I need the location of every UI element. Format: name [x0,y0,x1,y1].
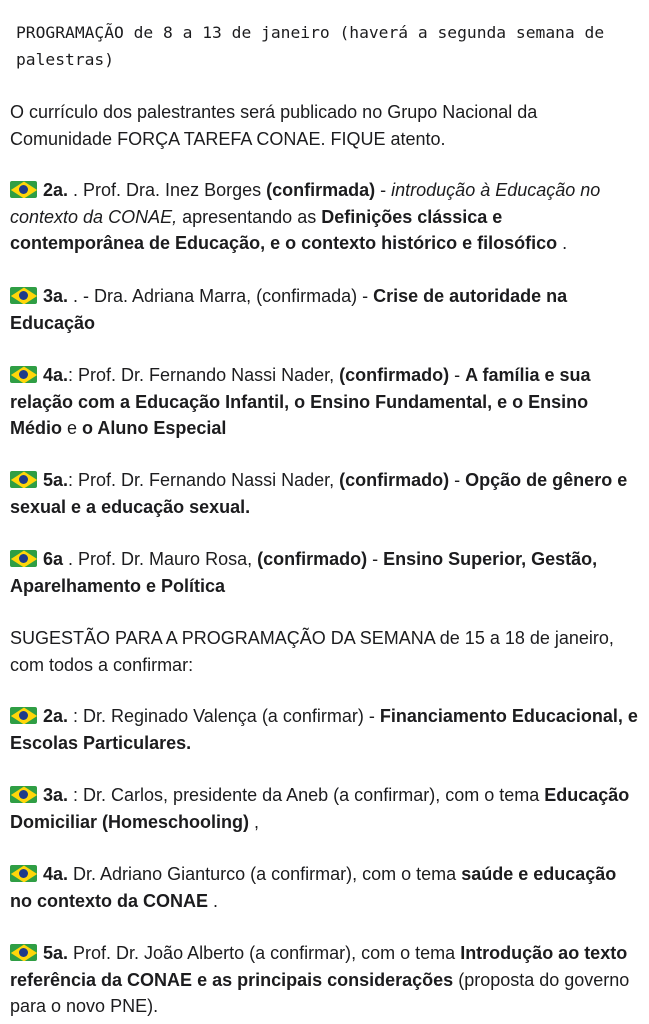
intro-text: O currículo dos palestrantes será publicado no Grupo Nacional da Comunidade FORÇA TAREFA CONAE. FIQUE atento. [10,102,538,149]
suggestion-item-3a: 3a. : Dr. Carlos, presidente da Aneb (a confirmar), com o tema Educação Domiciliar (Homeschooling) , [10,785,630,832]
day-label: 5a. [43,943,69,963]
brazil-flag-icon [10,786,37,803]
suggestion-item-4a: 4a. Dr. Adriano Gianturco (a confirmar), com o tema saúde e educação no contexto da CONAE . [10,864,617,911]
brazil-flag-icon [10,366,37,383]
brazil-flag-icon [10,471,37,488]
brazil-flag-icon [10,944,37,961]
status-label: (confirmado) [257,549,368,569]
day-label: 4a. [43,365,69,385]
topic-bold: saúde e educação no contexto da CONAE [10,864,617,911]
suggestion-item-2a: 2a. : Dr. Reginado Valença (a confirmar) - Financiamento Educacional, e Escolas Particulares. [10,706,638,753]
schedule-item-4a: 4a.: Prof. Dr. Fernando Nassi Nader, (confirmado) - A família e sua relação com a Educação Infantil, o Ensino Fundamental, e o Ensino Médio e o Aluno Especial [10,365,591,438]
brazil-flag-icon [10,550,37,567]
topic-bold-2: o Aluno Especial [82,418,227,438]
brazil-flag-icon [10,865,37,882]
topic-bold: Ensino Superior, Gestão, Aparelhamento e Política [10,549,598,596]
topic-italic: introdução à Educação no contexto da CONAE, [10,180,601,227]
day-label: 3a. [43,286,69,306]
brazil-flag-icon [10,707,37,724]
schedule-header: PROGRAMAÇÃO de 8 a 13 de janeiro (haverá a segunda semana de palestras) [16,23,614,69]
suggestion-header: SUGESTÃO PARA A PROGRAMAÇÃO DA SEMANA de 15 a 18 de janeiro, com todos a confirmar: [10,628,614,675]
suggestion-item-5a: 5a. Prof. Dr. João Alberto (a confirmar), com o tema Introdução ao texto referência da CONAE e as principais considerações (proposta do governo para o novo PNE). [10,943,630,1016]
schedule-item-6a: 6a . Prof. Dr. Mauro Rosa, (confirmado) - Ensino Superior, Gestão, Aparelhamento e Política [10,549,598,596]
day-label: 2a. [43,180,69,200]
schedule-item-2a: 2a. . Prof. Dra. Inez Borges (confirmada) - introdução à Educação no contexto da CONAE, apresentando as Definições clássica e contemporânea de Educação, e o contexto histórico e filosófico . [10,180,601,253]
topic-bold: Definições clássica e contemporânea de Educação, e o contexto histórico e filosófico [10,206,558,253]
topic-bold: Introdução ao texto referência da CONAE e as principais considerações [10,943,628,990]
status-label: (confirmado) [339,365,450,385]
schedule-item-5a: 5a.: Prof. Dr. Fernando Nassi Nader, (confirmado) - Opção de gênero e sexual e a educação sexual. [10,470,628,517]
topic-bold: Financiamento Educacional, e Escolas Particulares. [10,706,638,753]
topic-bold: Educação Domiciliar (Homeschooling) [10,785,630,832]
day-label: 5a. [43,470,69,490]
day-label: 3a. [43,785,69,805]
topic-bold: Crise de autoridade na Educação [10,286,568,333]
brazil-flag-icon [10,287,37,304]
status-label: (confirmado) [339,470,450,490]
day-label: 4a. [43,864,69,884]
status-label: (confirmada) [266,180,376,200]
day-label: 2a. [43,706,69,726]
schedule-item-3a: 3a. . - Dra. Adriana Marra, (confirmada) - Crise de autoridade na Educação [10,286,568,333]
brazil-flag-icon [10,181,37,198]
topic-bold: A família e sua relação com a Educação Infantil, o Ensino Fundamental, e o Ensino Médio [10,365,591,438]
topic-bold: Opção de gênero e sexual e a educação sexual. [10,470,628,517]
day-label: 6a [43,549,64,569]
